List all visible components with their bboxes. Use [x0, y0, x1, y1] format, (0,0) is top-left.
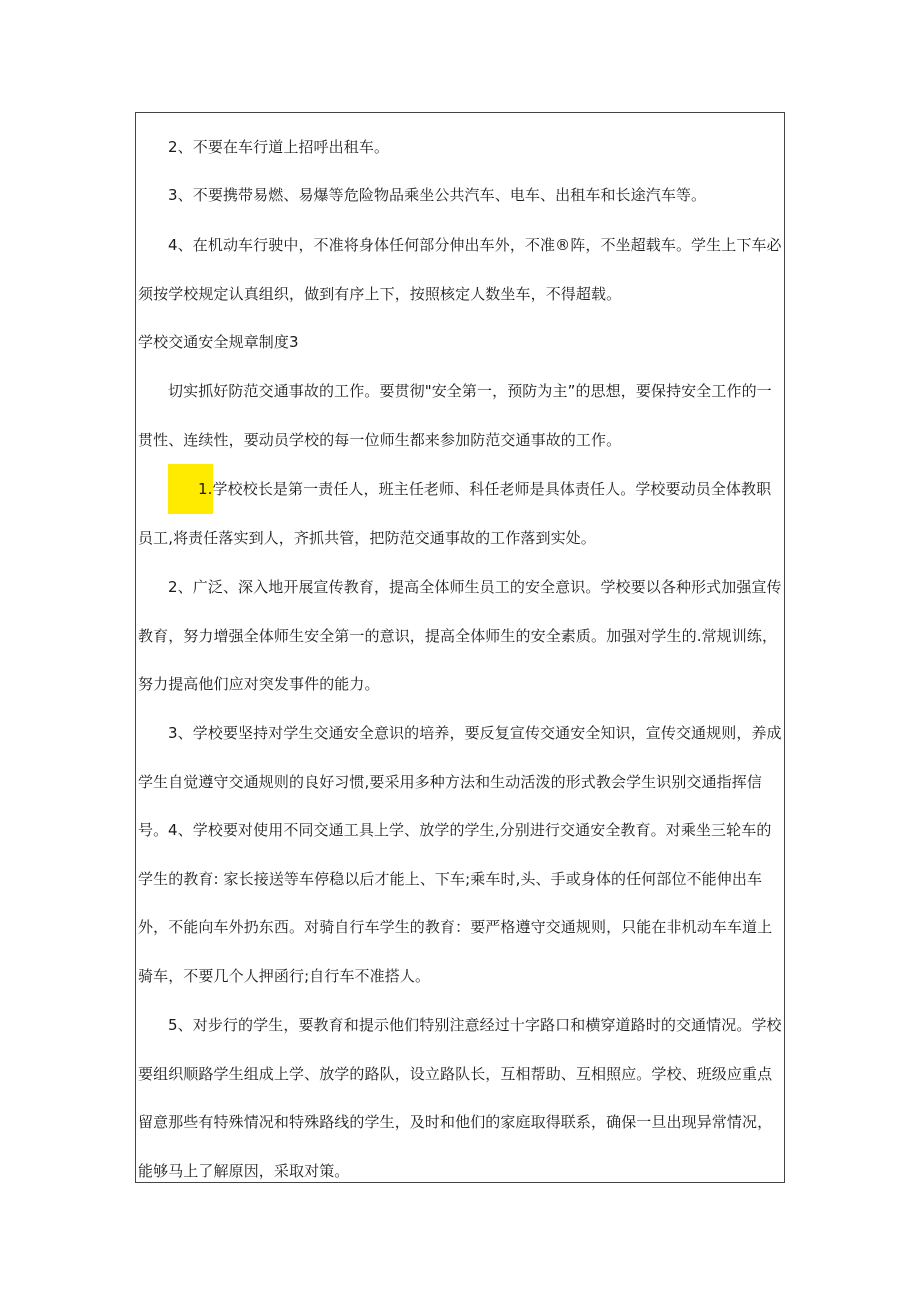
paragraph-rule-2-taxi — [136, 123, 786, 172]
highlight-mark: 1. — [168, 464, 213, 514]
paragraph-rule-3-hazardous — [136, 171, 786, 220]
paragraph-text: 切实抓好防范交通事故的工作。要贯彻"安全第一，预防为主”的思想，要保持安全工作的一贯性、连续性，要动员学校的每一位师生都来参加防范交通事故的工作。 — [138, 382, 772, 449]
paragraph-text: 2、广泛、深入地开展宣传教育，提高全体师生员工的安全意识。学校要以各种形式加强宣传教育，努力增强全体师生安全第一的意识，提高全体师生的安全素质。加强对学生的.常规训练，努力提高他们应对突发事件的能力。 — [138, 578, 782, 693]
paragraph-rule-4-in-vehicle — [136, 221, 786, 318]
paragraph-intro — [136, 367, 786, 464]
paragraph-item-2-education — [136, 563, 786, 709]
paragraph-text: 3、学校要坚持对学生交通安全意识的培养，要反复宣传交通安全知识，宣传交通规则，养成学生自觉遵守交通规则的良好习惯,要采用多种方法和生动活泼的形式教会学生识别交通指挥信号。 — [138, 724, 782, 839]
document-frame — [135, 112, 785, 1183]
paragraph-text: 2、不要在车行道上招呼出租车。 — [168, 138, 390, 156]
paragraph-text: 学校校长是第一责任人，班主任老师、科任老师是具体责任人。学校要动员全体教职员工,将责任落实到人，齐抓共管，把防范交通事故的工作落到实处。 — [138, 480, 772, 547]
paragraph-item-4-transport — [136, 806, 786, 1000]
paragraph-text: 3、不要携带易燃、易爆等危险物品乘坐公共汽车、电车、出租车和长途汽车等。 — [168, 186, 707, 204]
section-heading-text: 学校交通安全规章制度3 — [138, 333, 299, 351]
paragraph-text: 4、学校要对使用不同交通工具上学、放学的学生,分别进行交通安全教育。对乘坐三轮车的学生的教育: 家长接送等车停稳以后才能上、下车;乘车时,头、手或身体的任何部位不能伸出车外，不能向车外扔东西。对骑自行车学生的教育：要严格遵守交通规则，只能在非机动车车道上骑车，不要几个人押函行;自行车不准搭人。 — [138, 821, 773, 985]
paragraph-text: 4、在机动车行驶中，不准将身体任何部分伸出车外，不准®阵，不坐超载车。学生上下车必须按学校规定认真组织，做到有序上下，按照核定人数坐车，不得超载。 — [138, 236, 782, 303]
section-heading — [136, 318, 786, 367]
paragraph-item-5-walking — [136, 1001, 786, 1195]
paragraph-text: 5、对步行的学生，要教育和提示他们特别注意经过十字路口和横穿道路时的交通情况。学校要组织顺路学生组成上学、放学的路队，设立路队长，互相帮助、互相照应。学校、班级应重点留意那些有特殊情况和特殊路线的学生，及时和他们的家庭取得联系，确保一旦出现异常情况，能够马上了解原因，采取对策。 — [138, 1016, 782, 1180]
paragraph-item-1-responsibility — [136, 465, 786, 563]
